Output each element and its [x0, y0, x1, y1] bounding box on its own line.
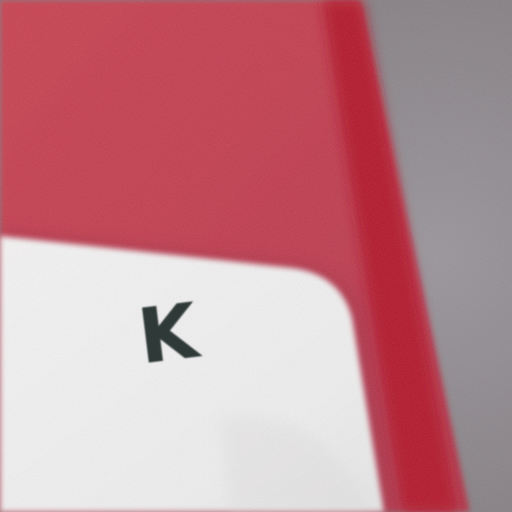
key-label: K	[133, 285, 203, 382]
